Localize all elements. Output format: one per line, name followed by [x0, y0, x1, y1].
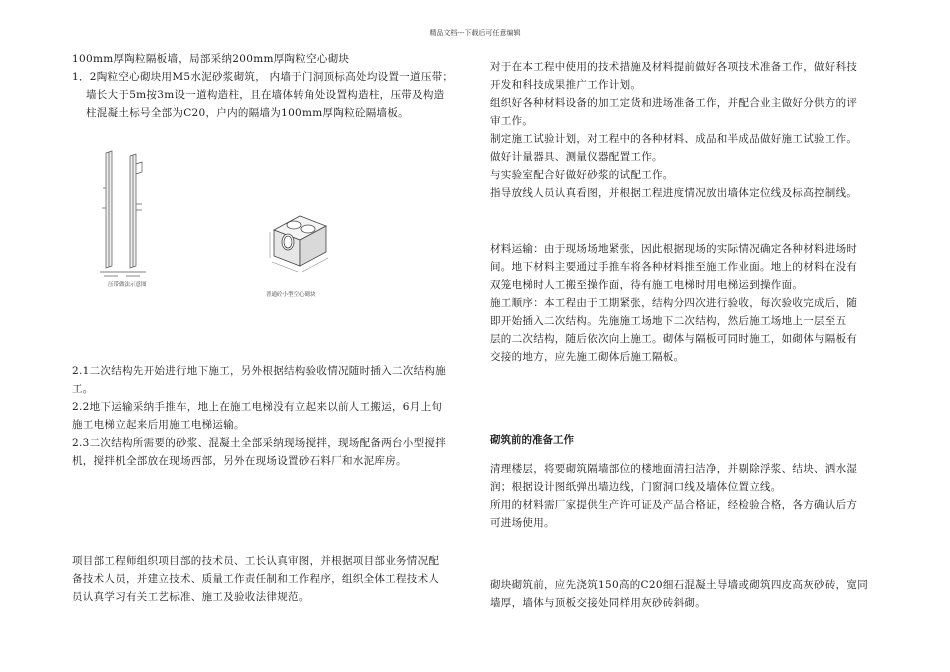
text-line: 清理楼层，将要砌筑隔墙部位的楼地面清扫洁净，并剔除浮浆、结块、洒水湿	[490, 463, 858, 475]
text-line: 2.3二次结构所需要的砂浆、混凝土全部采纳现场搅拌，现场配备两台小型搅拌	[72, 437, 446, 449]
text-line: 制定施工试验计划，对工程中的各种材料、成品和半成品做好施工试验工作。	[490, 133, 858, 145]
text-line: 材料运输：由于现场场地紧张，因此根据现场的实际情况确定各种材料进场时	[490, 243, 858, 255]
text-line: 所用的材料需厂家提供生产许可证及产品合格证，经检验合格，各方确认后方	[490, 499, 858, 511]
section2-paragraph	[72, 362, 446, 470]
text-line: 层的二次结构，随后依次向上施工。砌体与隔板可同时施工，如砌体与隔板有	[490, 333, 858, 345]
text-line: 机，搅拌机全部放在现场西部，另外在现场设置砂石料厂和水泥库房。	[72, 455, 407, 467]
section3-paragraph	[72, 552, 439, 606]
text-line: 柱混凝土标号全部为C20，户内的隔墙为100mm厚陶粒砼隔墙板。	[86, 107, 409, 119]
base-paragraph	[490, 576, 868, 612]
text-line: 润；根据设计图纸弹出墙边线，门窗洞口线及墙体位置立线。	[490, 481, 782, 493]
prep-paragraph	[490, 58, 857, 202]
text-line: 交接的地方，应先施工砌体后施工隔板。	[490, 351, 685, 363]
text-line: 备技术人员，并建立技术、质量工作责任制和工作程序，组织全体工程技术人	[72, 573, 440, 585]
hollow-block-figure	[262, 200, 342, 280]
header-note: 精品文档---下载后可任意编辑	[429, 29, 521, 37]
text-line: 双笼电梯时人工搬至操作面，待有施工电梯时用电梯运到操作面。	[490, 279, 804, 291]
text-line: 开发和科技成果推广工作计划。	[490, 79, 642, 91]
text-line: 100mm厚陶粒隔板墙，局部采纳200mm厚陶粒空心砌块	[72, 53, 350, 65]
intro-paragraph	[72, 50, 453, 122]
text-line: 工。	[72, 383, 94, 395]
figure1-caption: 压带做法示意图	[108, 282, 147, 288]
text-line: 间。地下材料主要通过手推车将各种材料推至施工作业面。地上的材料在没有	[490, 261, 858, 273]
transport-paragraph	[490, 240, 857, 366]
text-line: 与实验室配合好做好砂浆的试配工作。	[490, 169, 674, 181]
text-line: 可进场使用。	[490, 517, 555, 529]
text-line: 即开始插入二次结构。先施施工场地下二次结构，然后施工场地上一层至五	[490, 315, 847, 327]
text-line: 对于在本工程中使用的技术措施及材料提前做好各项技术准备工作，做好科技	[490, 61, 858, 73]
text-line: 项目部工程师组织项目部的技术员、工长认真审图，并根据项目部业务情况配	[72, 555, 440, 567]
text-line: 指导放线人员认真看图，并根据工程进度情况放出墙体定位线及标高控制线。	[490, 187, 858, 199]
text-line: 2.1二次结构先开始进行地下施工，另外根据结构验收情况随时插入二次结构施	[72, 365, 446, 377]
text-line: 审工作。	[490, 115, 534, 127]
section-heading: 砌筑前的准备工作	[490, 434, 574, 446]
wall-section-figure	[98, 148, 168, 286]
text-line: 施工电梯立起来后用施工电梯运输。	[72, 419, 245, 431]
figure2-caption: 普通砼小型空心砌块	[266, 292, 316, 298]
text-line: 做好计量器具、测量仪器配置工作。	[490, 151, 663, 163]
text-line: 组织好各种材料设备的加工定货和进场准备工作，并配合业主做好分供方的评	[490, 97, 858, 109]
text-line: 墙厚，墙体与顶板交接处同样用灰砂砖斜砌。	[490, 597, 706, 609]
text-line: 砌块砌筑前，应先浇筑150高的C20细石混凝土导墙或砌筑四皮高灰砂砖，宽同	[490, 579, 869, 591]
text-line: 墙长大于5m按3m设一道构造柱，且在墙体转角处设置构造柱，压带及构造	[86, 89, 445, 101]
text-line: 1．2陶粒空心砌块用M5水泥砂浆砌筑， 内墙于门洞顶标高处均设置一道压带；	[72, 71, 454, 83]
before-paragraph	[490, 460, 857, 532]
text-line: 员认真学习有关工艺标准、施工及验收法律规范。	[72, 591, 310, 603]
text-line: 2.2地下运输采纳手推车，地上在施工电梯没有立起来以前人工搬运，6月上旬	[72, 401, 443, 413]
text-line: 施工顺序：本工程由于工期紧张，结构分四次进行验收，每次验收完成后，随	[490, 297, 858, 309]
